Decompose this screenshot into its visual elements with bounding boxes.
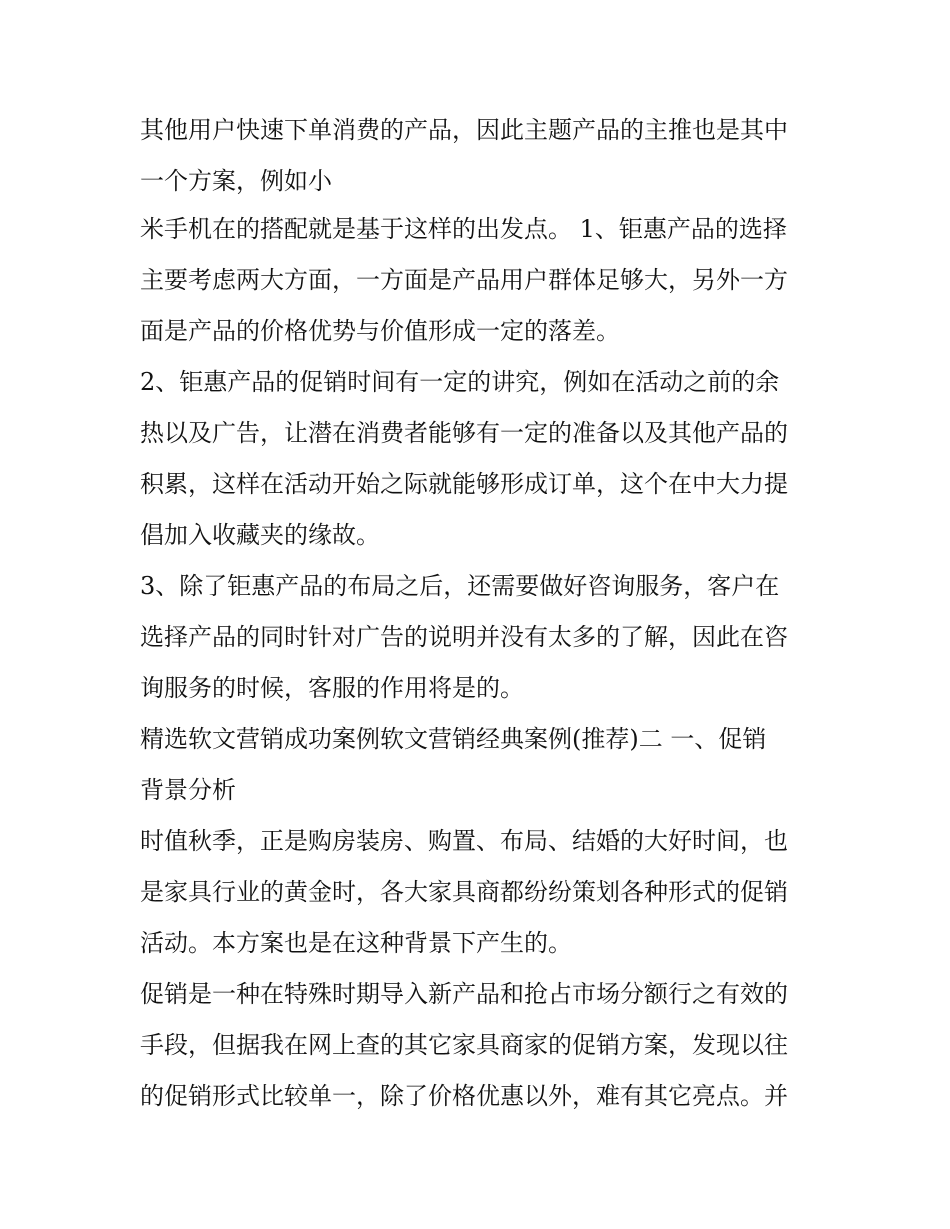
text-line: 时值秋季，正是购房装房、购置、布局、结婚的大好时间，也 (140, 827, 788, 855)
text-line: 面是产品的价格优势与价值形成一定的落差。 (140, 317, 620, 345)
text-line: 的促销形式比较单一，除了价格优惠以外，难有其它亮点。并 (140, 1082, 788, 1110)
text-line: 手段，但据我在网上查的其它家具商家的促销方案，发现以往 (140, 1031, 788, 1059)
text-line: 主要考虑两大方面，一方面是产品用户群体足够大，另外一方 (140, 266, 788, 294)
text-line: 积累，这样在活动开始之际就能够形成订单，这个在中大力提 (140, 470, 788, 498)
text-line: 精选软文营销成功案例软文营销经典案例(推荐)二 一、促销 (140, 725, 767, 753)
text-line: 倡加入收藏夹的缘故。 (140, 521, 380, 549)
text-line: 3、除了钜惠产品的布局之后，还需要做好咨询服务，客户在 (140, 572, 780, 600)
text-line: 背景分析 (140, 776, 236, 804)
text-line: 选择产品的同时针对广告的说明并没有太多的了解，因此在咨 (140, 623, 788, 651)
text-line: 促销是一种在特殊时期导入新产品和抢占市场分额行之有效的 (140, 980, 788, 1008)
text-line: 米手机在的搭配就是基于这样的出发点。 1、钜惠产品的选择 (140, 215, 787, 243)
text-line: 其他用户快速下单消费的产品，因此主题产品的主推也是其中 (140, 116, 788, 144)
text-line: 热以及广告，让潜在消费者能够有一定的准备以及其他产品的 (140, 419, 788, 447)
text-line: 2、钜惠产品的促销时间有一定的讲究，例如在活动之前的余 (140, 368, 780, 396)
text-line: 是家具行业的黄金时，各大家具商都纷纷策划各种形式的促销 (140, 878, 788, 906)
text-line: 询服务的时候，客服的作用将是的。 (140, 674, 524, 702)
text-line: 活动。本方案也是在这种背景下产生的。 (140, 929, 572, 957)
text-line: 一个方案，例如小 (140, 167, 332, 195)
